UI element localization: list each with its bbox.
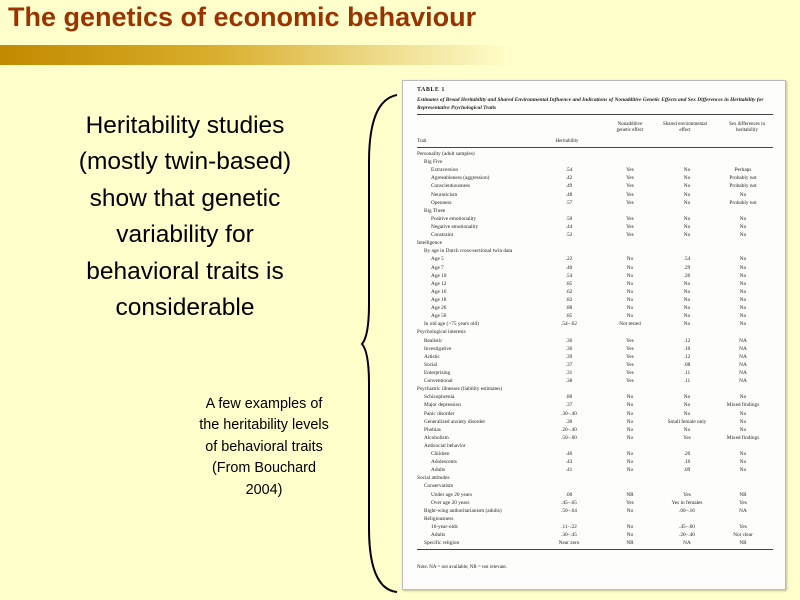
row-nonadditive: No (626, 507, 634, 514)
row-sex-diff: NA (739, 507, 747, 514)
table-label: TABLE 1 (417, 87, 445, 93)
table-rule (417, 147, 773, 148)
row-trait: Age 16 (431, 288, 447, 295)
row-shared-env: .08 (683, 361, 691, 368)
row-trait: Negative emotionality (431, 223, 479, 230)
row-sex-diff: No (739, 264, 747, 271)
row-shared-env: No (683, 305, 691, 312)
row-nonadditive: No (626, 288, 634, 295)
row-shared-env: .09 (683, 467, 691, 474)
row-sex-diff: No (739, 313, 747, 320)
table-row (417, 442, 773, 450)
row-trait: Personality (adult samples) (417, 151, 475, 157)
caption-line: the heritability levels (199, 417, 329, 434)
row-trait: Adults (431, 532, 446, 539)
table-header-nonadditive: Nonadditive genetic effect (616, 122, 644, 133)
row-sex-diff: No (739, 215, 747, 222)
row-trait: Religiousness (424, 515, 454, 522)
row-heritability: .52 (565, 232, 573, 239)
row-shared-env: No (683, 288, 691, 295)
row-sex-diff: No (739, 232, 747, 239)
row-nonadditive: No (626, 296, 634, 303)
row-heritability: .38 (565, 378, 573, 385)
row-sex-diff: Probably not (729, 199, 757, 206)
row-heritability: .30–.45 (561, 532, 577, 539)
row-nonadditive: No (626, 459, 634, 466)
table-row (417, 239, 773, 247)
table-row (417, 158, 773, 166)
row-heritability: .20–.40 (561, 426, 577, 433)
table-row (417, 523, 773, 531)
row-shared-env: .26 (683, 272, 691, 279)
row-sex-diff: NA (739, 345, 747, 352)
row-shared-env: No (683, 175, 691, 182)
row-heritability: .82 (565, 296, 573, 303)
left-brace-icon (360, 92, 400, 594)
row-shared-env: No (683, 223, 691, 230)
row-trait: Phobias (424, 426, 441, 433)
row-sex-diff: No (739, 451, 747, 458)
row-shared-env: No (683, 402, 691, 409)
row-heritability: .49 (565, 183, 573, 190)
row-shared-env: No (683, 410, 691, 417)
row-heritability: .00 (565, 491, 573, 498)
row-nonadditive: Yes (626, 199, 634, 206)
row-nonadditive: No (626, 305, 634, 312)
row-sex-diff: NA (739, 361, 747, 368)
row-nonadditive: Yes (626, 361, 634, 368)
main-statement-line: behavioral traits is (86, 257, 284, 285)
table-row (417, 353, 773, 361)
row-shared-env: .45–.60 (679, 524, 695, 531)
row-nonadditive: Yes (626, 191, 634, 198)
table-row (417, 458, 773, 466)
row-sex-diff: No (739, 280, 747, 287)
caption-line: 2004) (245, 481, 283, 498)
row-sex-diff: Yes (739, 499, 747, 506)
row-shared-env: Small female only (667, 418, 707, 425)
title-underline-bar (0, 45, 515, 65)
row-nonadditive: No (626, 394, 634, 401)
table-header-shared-env: Shared environmental effect (662, 122, 707, 133)
table-header-trait: Trait (417, 139, 427, 144)
row-shared-env: .11 (683, 369, 691, 376)
row-trait: Realistic (424, 337, 443, 344)
row-shared-env: .54 (683, 256, 691, 263)
row-sex-diff: No (739, 459, 747, 466)
table-row (417, 385, 773, 393)
table-row (417, 272, 773, 280)
row-shared-env: .00–.16 (679, 507, 695, 514)
row-trait: Extraversion (431, 167, 459, 174)
row-sex-diff: No (739, 410, 747, 417)
row-shared-env: No (683, 394, 691, 401)
row-nonadditive: Yes (626, 378, 634, 385)
row-shared-env: .20–.40 (679, 532, 695, 539)
row-shared-env: .10 (683, 345, 691, 352)
row-nonadditive: No (626, 280, 634, 287)
row-nonadditive: Not tested (619, 321, 641, 328)
row-trait: Age 12 (431, 280, 447, 287)
row-trait: Psychiatric illnesses (liability estimates) (417, 386, 503, 393)
table-row (417, 207, 773, 215)
row-trait: Conservatism (424, 483, 454, 490)
table-row (417, 199, 773, 207)
row-sex-diff: NR (739, 540, 747, 547)
table-row (417, 215, 773, 223)
row-heritability: .88 (565, 305, 573, 312)
heritability-table (402, 80, 786, 590)
row-nonadditive: No (626, 313, 634, 320)
table-body (417, 150, 773, 547)
row-heritability: .54 (565, 167, 573, 174)
row-trait: Psychological interests (417, 329, 466, 336)
row-trait: Age 26 (431, 305, 447, 312)
row-heritability: .50–.60 (561, 434, 577, 441)
row-heritability: .57 (565, 199, 573, 206)
row-trait: Major depression (424, 402, 461, 409)
row-nonadditive: Yes (626, 175, 634, 182)
table-row (417, 499, 773, 507)
row-shared-env: No (683, 183, 691, 190)
table-row (417, 231, 773, 239)
row-trait: Big Five (424, 159, 443, 166)
table-row (417, 328, 773, 336)
row-nonadditive: No (626, 272, 634, 279)
row-heritability: .11–.22 (561, 524, 577, 531)
row-sex-diff: No (739, 256, 747, 263)
table-row (417, 401, 773, 409)
row-sex-diff: Not clear (733, 532, 753, 539)
row-nonadditive: No (626, 426, 634, 433)
row-trait: Neuroticism (431, 191, 458, 198)
row-shared-env: No (683, 426, 691, 433)
row-heritability: .54 (565, 272, 573, 279)
row-heritability: .85 (565, 313, 573, 320)
row-trait: 16-year-olds (431, 524, 458, 531)
row-trait: Agreeableness (aggression) (431, 175, 490, 182)
table-row (417, 264, 773, 272)
table-row (417, 337, 773, 345)
table-row (417, 482, 773, 490)
row-trait: By age in Dutch cross-sectional twin data (424, 248, 513, 255)
row-trait: Big Three (424, 207, 446, 214)
table-row (417, 247, 773, 255)
caption-line: A few examples of (205, 396, 323, 412)
row-nonadditive: Yes (626, 337, 634, 344)
table-header-sex-diff: Sex differences in heritability (728, 122, 765, 133)
row-heritability: .36 (565, 345, 573, 352)
table-rule (417, 549, 773, 550)
row-heritability: .30 (565, 418, 573, 425)
row-trait: Constraint (431, 232, 454, 239)
row-heritability: .50 (565, 215, 573, 222)
row-nonadditive: No (626, 524, 634, 531)
row-shared-env: .29 (683, 264, 691, 271)
row-heritability: .85 (565, 280, 573, 287)
row-heritability: .54–.62 (561, 321, 577, 328)
row-sex-diff: No (739, 191, 747, 198)
row-trait: In old age (>75 years old) (424, 321, 479, 328)
row-shared-env: No (683, 167, 691, 174)
row-heritability: .42 (565, 175, 573, 182)
table-row (417, 288, 773, 296)
row-sex-diff: NA (739, 353, 747, 360)
table-row (417, 320, 773, 328)
row-heritability: .30–.40 (561, 410, 577, 417)
table-row (417, 369, 773, 377)
table-row (417, 361, 773, 369)
row-trait: Age 7 (431, 264, 444, 271)
row-sex-diff: No (739, 394, 747, 401)
row-heritability: Near zero (558, 540, 580, 547)
row-trait: Conscientiousness (431, 183, 471, 190)
table-row (417, 296, 773, 304)
row-shared-env: No (683, 280, 691, 287)
table-row (417, 377, 773, 385)
row-nonadditive: No (626, 256, 634, 263)
table-row (417, 182, 773, 190)
row-sex-diff: No (739, 288, 747, 295)
table-row (417, 166, 773, 174)
table-row (417, 491, 773, 499)
row-trait: Conventional (424, 378, 453, 385)
row-sex-diff: No (739, 305, 747, 312)
row-trait: Adolescents (431, 459, 457, 466)
row-heritability: .40 (565, 264, 573, 271)
row-sex-diff: Perhaps (734, 167, 752, 174)
row-sex-diff: No (739, 296, 747, 303)
row-trait: Social attitudes (417, 475, 450, 482)
row-nonadditive: No (626, 410, 634, 417)
row-trait: Artistic (424, 353, 440, 360)
table-caption: Estimates of Broad Heritability and Shared Environmental Influence and Indications of Nonadditive Genetic Effects and Sex Differences in Heritability for Representative Psychological Traits (417, 97, 764, 111)
row-sex-diff: NA (739, 369, 747, 376)
row-nonadditive: Yes (626, 369, 634, 376)
row-trait: Age 18 (431, 296, 447, 303)
row-trait: Under age 20 years (431, 491, 473, 498)
main-statement-line: (mostly twin-based) (78, 148, 292, 176)
caption-line: of behavioral traits (205, 438, 323, 455)
row-sex-diff: Mixed findings (726, 434, 760, 441)
row-heritability: .80 (565, 394, 573, 401)
row-nonadditive: Yes (626, 353, 634, 360)
row-trait: Antisocial behavior (424, 442, 466, 449)
table-row (417, 539, 773, 547)
table-row (417, 191, 773, 199)
row-shared-env: No (683, 232, 691, 239)
table-row (417, 434, 773, 442)
row-trait: Positive emotionality (431, 215, 477, 222)
row-trait: Panic disorder (424, 410, 455, 417)
row-nonadditive: No (626, 467, 634, 474)
row-nonadditive: Yes (626, 167, 634, 174)
row-trait: Specific religion (424, 540, 460, 547)
table-row (417, 531, 773, 539)
row-heritability: .48 (565, 191, 573, 198)
row-heritability: .36 (565, 337, 573, 344)
row-nonadditive: NR (626, 540, 634, 547)
row-nonadditive: Yes (626, 345, 634, 352)
row-trait: Adults (431, 467, 446, 474)
row-nonadditive: Yes (626, 232, 634, 239)
row-shared-env: No (683, 296, 691, 303)
row-sex-diff: No (739, 223, 747, 230)
row-trait: Children (431, 451, 450, 458)
row-trait: Right-wing authoritarianism (adults) (424, 507, 502, 514)
table-row (417, 410, 773, 418)
row-trait: Openness (431, 199, 452, 206)
row-trait: Intelligence (417, 240, 442, 247)
row-nonadditive: No (626, 402, 634, 409)
row-nonadditive: No (626, 451, 634, 458)
row-shared-env: No (683, 215, 691, 222)
row-nonadditive: Yes (626, 215, 634, 222)
row-sex-diff: Mixed findings (726, 402, 760, 409)
row-trait: Generalized anxiety disorder (424, 418, 486, 425)
table-rule (417, 114, 773, 115)
table-row (417, 174, 773, 182)
row-trait: Investigative (424, 345, 452, 352)
row-nonadditive: Yes (626, 499, 634, 506)
row-sex-diff: No (739, 272, 747, 279)
row-heritability: .44 (565, 223, 573, 230)
row-trait: Alcoholism (424, 434, 449, 441)
main-statement (40, 108, 330, 326)
row-heritability: .50–.64 (561, 507, 577, 514)
row-sex-diff: Probably not (729, 183, 757, 190)
row-sex-diff: NR (739, 491, 747, 498)
row-nonadditive: No (626, 434, 634, 441)
row-shared-env: No (683, 321, 691, 328)
row-shared-env: .20 (683, 451, 691, 458)
slide-title: The genetics of economic behaviour (8, 2, 477, 32)
table-row (417, 150, 773, 158)
row-nonadditive: No (626, 532, 634, 539)
row-sex-diff: Yes (739, 524, 747, 531)
row-shared-env: Yes (683, 434, 691, 441)
table-row (417, 255, 773, 263)
table-row (417, 312, 773, 320)
row-sex-diff: NA (739, 337, 747, 344)
row-shared-env: NA (683, 540, 691, 547)
figure-caption (170, 394, 358, 501)
row-shared-env: No (683, 199, 691, 206)
row-heritability: .22 (565, 256, 573, 263)
table-row (417, 515, 773, 523)
row-nonadditive: Yes (626, 223, 634, 230)
row-sex-diff: NA (739, 378, 747, 385)
table-row (417, 450, 773, 458)
row-trait: Age 5 (431, 256, 444, 263)
row-heritability: .37 (565, 361, 573, 368)
table-row (417, 466, 773, 474)
row-heritability: .46 (565, 451, 573, 458)
row-nonadditive: NR (626, 491, 634, 498)
row-shared-env: Yes (683, 491, 691, 498)
row-shared-env: .11 (683, 378, 691, 385)
row-heritability: .31 (565, 369, 573, 376)
row-nonadditive: No (626, 264, 634, 271)
row-heritability: .39 (565, 353, 573, 360)
row-trait: Social (424, 361, 438, 368)
row-heritability: .41 (565, 467, 573, 474)
table-header-heritability: Heritability (555, 139, 579, 144)
table-note: Note. NA = not available; NR = not relevant. (417, 565, 508, 570)
row-trait: Enterprising (424, 369, 451, 376)
row-sex-diff: No (739, 426, 747, 433)
row-trait: Over age 20 years (431, 499, 470, 506)
main-statement-line: show that genetic (89, 184, 281, 212)
table-row (417, 426, 773, 434)
table-row (417, 223, 773, 231)
row-heritability: .62 (565, 288, 573, 295)
main-statement-line: Heritability studies (85, 112, 285, 139)
caption-line: (From Bouchard (212, 460, 316, 477)
row-shared-env: .12 (683, 353, 691, 360)
table-row (417, 418, 773, 426)
row-trait: Age 50 (431, 313, 447, 320)
row-heritability: .37 (565, 402, 573, 409)
main-statement-line: variability for (116, 221, 254, 249)
table-row (417, 474, 773, 482)
row-heritability: .45–.65 (561, 499, 577, 506)
row-shared-env: .16 (683, 459, 691, 466)
row-sex-diff: No (739, 321, 747, 328)
row-trait: Schizophrenia (424, 394, 455, 401)
row-shared-env: No (683, 191, 691, 198)
row-shared-env: Yes in females (671, 499, 703, 506)
row-nonadditive: No (626, 418, 634, 425)
table-row (417, 507, 773, 515)
table-row (417, 280, 773, 288)
row-shared-env: .12 (683, 337, 691, 344)
row-shared-env: No (683, 313, 691, 320)
row-heritability: .43 (565, 459, 573, 466)
row-sex-diff: Probably not (729, 175, 757, 182)
row-sex-diff: No (739, 467, 747, 474)
table-row (417, 393, 773, 401)
table-row (417, 345, 773, 353)
table-row (417, 304, 773, 312)
main-statement-line: considerable (115, 294, 255, 322)
row-trait: Age 10 (431, 272, 447, 279)
row-sex-diff: No (739, 418, 747, 425)
row-nonadditive: Yes (626, 183, 634, 190)
